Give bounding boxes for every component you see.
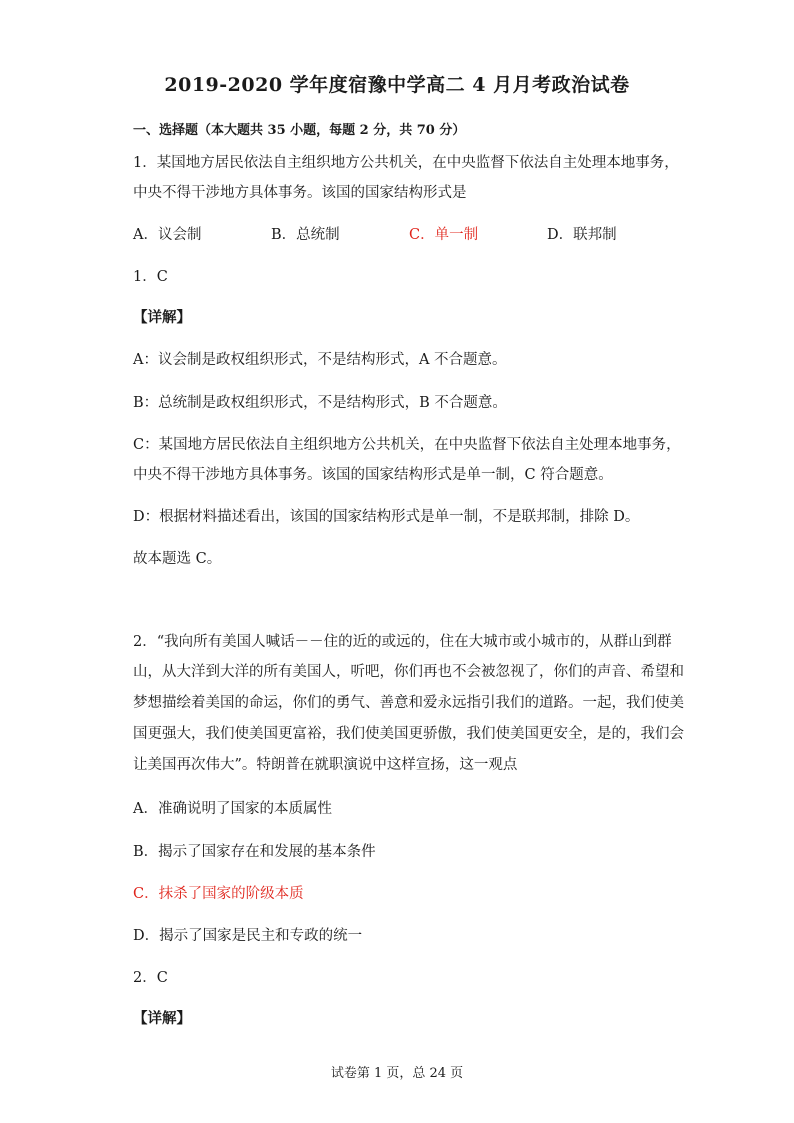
- q1-option-d: D．联邦制: [547, 227, 617, 243]
- q1-option-b: B．总统制: [271, 227, 340, 243]
- q2-option-d: D．揭示了国家是民主和专政的统一: [133, 928, 363, 944]
- q2-stem-line-1: 2．“我向所有美国人喊话－－住的近的或远的，住在大城市或小城市的，从群山到群: [133, 634, 672, 650]
- q1-analysis-d: D：根据材料描述看出，该国的国家结构形式是单一制，不是联邦制，排除 D。: [133, 509, 640, 525]
- q1-answer: 1．C: [133, 269, 168, 285]
- q2-stem-line-4: 国更强大，我们使美国更富裕，我们使美国更骄傲，我们使美国更安全，是的，我们会: [133, 726, 684, 742]
- q1-stem-line-1: 1．某国地方居民依法自主组织地方公共机关，在中央监督下依法自主处理本地事务，: [133, 155, 679, 171]
- q2-option-c-correct: C．抹杀了国家的阶级本质: [133, 886, 304, 902]
- q1-analysis-c-line-2: 中央不得干涉地方具体事务。该国的国家结构形式是单一制，C 符合题意。: [133, 467, 613, 483]
- q1-analysis-a: A：议会制是政权组织形式，不是结构形式，A 不合题意。: [133, 352, 507, 368]
- q1-conclusion: 故本题选 C。: [133, 551, 222, 567]
- q1-detail-label: 【详解】: [133, 309, 191, 326]
- q2-option-a: A．准确说明了国家的本质属性: [133, 801, 332, 817]
- q2-stem-line-2: 山，从大洋到大洋的所有美国人，听吧，你们再也不会被忽视了，你们的声音、希望和: [133, 664, 684, 680]
- q1-analysis-c-line-1: C：某国地方居民依法自主组织地方公共机关，在中央监督下依法自主处理本地事务，: [133, 437, 681, 453]
- q2-detail-label: 【详解】: [133, 1010, 191, 1027]
- q1-analysis-b: B：总统制是政权组织形式，不是结构形式，B 不合题意。: [133, 395, 507, 411]
- section-heading: 一、选择题（本大题共 35 小题，每题 2 分，共 70 分）: [133, 123, 466, 138]
- q2-answer: 2．C: [133, 970, 168, 986]
- q1-option-c-correct: C．单一制: [409, 227, 479, 243]
- q1-option-a: A．议会制: [133, 227, 202, 243]
- q2-stem-line-3: 梦想描绘着美国的命运，你们的勇气、善意和爱永远指引我们的道路。一起，我们使美: [133, 695, 684, 711]
- q2-stem-line-5: 让美国再次伟大”。特朗普在就职演说中这样宣扬，这一观点: [133, 757, 518, 773]
- q2-option-b: B．揭示了国家存在和发展的基本条件: [133, 844, 376, 860]
- q1-stem-line-2: 中央不得干涉地方具体事务。该国的国家结构形式是: [133, 185, 467, 201]
- page-footer: 试卷第 1 页，总 24 页: [330, 1066, 464, 1081]
- exam-title: 2019-2020 学年度宿豫中学高二 4 月月考政治试卷: [164, 74, 630, 96]
